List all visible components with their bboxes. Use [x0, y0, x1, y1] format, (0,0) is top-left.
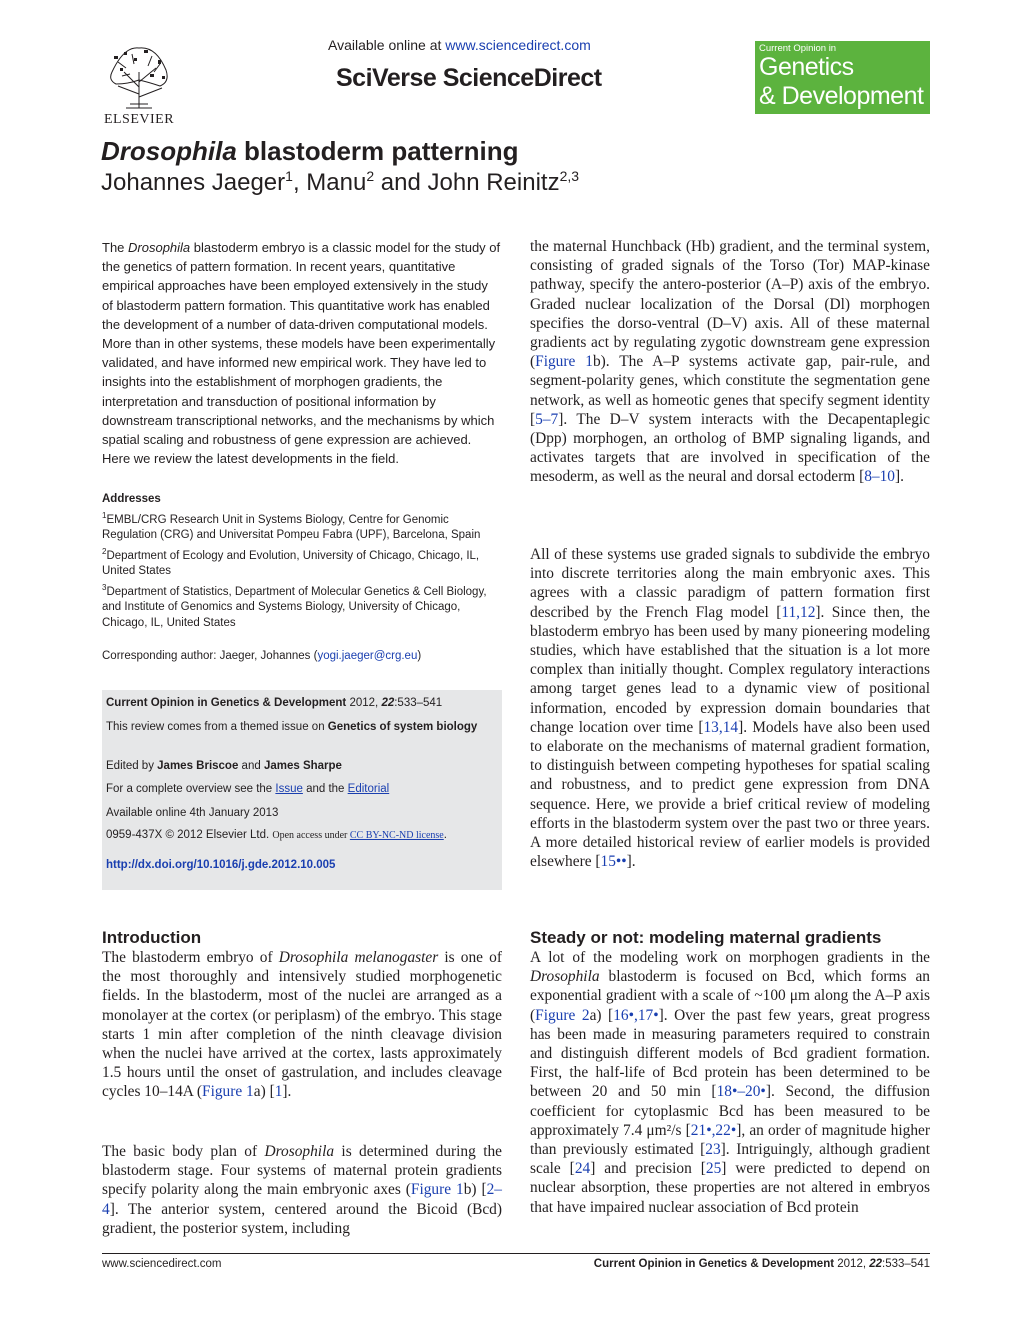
footer-divider [102, 1253, 930, 1254]
author-name: John Reinitz [427, 169, 560, 196]
address-item [102, 580, 502, 632]
reference-link[interactable]: 18•–20• [716, 1083, 766, 1101]
footer-pages: :533–541 [882, 1258, 930, 1270]
steady-gradients-heading: Steady or not: modeling maternal gradients [530, 928, 882, 947]
introduction-heading: Introduction [102, 928, 202, 947]
text-run: A lot of the modeling work on morphogen gradients in the [530, 949, 930, 966]
journal-citation [106, 696, 498, 712]
text-run: ]. Over the past few years, great progress has been made in measuring parameters required to constrain and distinguish different models of Bcd gradient formation. First, the half-life of Bcd protein has been determined to be between 20 and 50 min [ [530, 1006, 930, 1101]
figure-link[interactable]: Figure 1 [410, 1181, 464, 1199]
available-online-line [328, 37, 591, 53]
addresses-heading: Addresses [102, 493, 161, 505]
overview-line [106, 782, 498, 798]
title-rest: blastoderm patterning [236, 136, 519, 166]
email-link[interactable]: yogi.jaeger@crg.eu [317, 650, 418, 662]
journal-logo-box [755, 41, 930, 114]
text-run: a) [ [589, 1006, 614, 1024]
footer-journal: Current Opinion in Genetics & Development [593, 1258, 835, 1270]
platform-name: SciVerse ScienceDirect [336, 64, 602, 92]
journal-year: 2012, [346, 697, 382, 709]
intro-paragraph-2 [102, 1142, 502, 1238]
address-text: Department of Ecology and Evolution, University of Chicago, Chicago, IL, United States [102, 549, 480, 578]
journal-logo-top: Current Opinion in [759, 43, 837, 54]
corresponding-author [102, 650, 502, 662]
addresses [102, 492, 502, 631]
abstract-intro: The [102, 240, 129, 255]
text-run: is determined during the blastoderm stage. Four systems of maternal protein gradients specify polarity along the main embryonic axes ( [102, 1143, 502, 1199]
abstract-text: blastoderm embryo is a classic model for the study of the genetics of pattern formation. In recent years, quantitative empirical approaches have been employed extensively in the study of blastoderm pattern formation. This quantitative work has enabled the development of a number of data-driven computational models. More than in other systems, these models have been experimentally validated, and have informed new empirical work. They have led to insights into the establishment of morphogen gradients, the interpretation and transduction of positional information by downstream transcriptional networks, and the mechanisms by which spatial scaling and robustness of gene expression are achieved. Here we review the latest developments in the field. [102, 240, 501, 467]
elsevier-logo [98, 42, 180, 128]
address-item [102, 544, 502, 580]
article-title [101, 136, 519, 167]
address-num: 2 [102, 546, 107, 556]
footer-website[interactable]: www.sciencedirect.com [102, 1258, 222, 1270]
text-run: ], an order of magnitude higher than previously estimated [ [530, 1121, 930, 1159]
intro-paragraph-1 [102, 948, 502, 1102]
license-end: . [443, 829, 447, 841]
themed-title: Genetics of system biology [327, 721, 478, 733]
corresponding-prefix: Corresponding author: Jaeger, Johannes ( [102, 650, 318, 662]
author-separator: and [374, 169, 428, 196]
copyright-line [106, 828, 498, 844]
sciencedirect-link[interactable]: www.sciencedirect.com [445, 37, 591, 53]
title-italic: Drosophila [101, 136, 237, 166]
open-access-label: Open access under [272, 830, 350, 841]
overview-and: and the [302, 783, 348, 795]
text-run: ]. [626, 853, 636, 871]
text-run: is one of the most thoroughly and intensively studied morphogenetic fields. In the blastoderm, most of the nuclei are arranged as a monolayer at the cortex (or periplasm) of the embryo. This stage starts 1 min after completion of the ninth cleavage division when the nuclei have arrived at the cortex, lasts approximately 1.5 hours until the onset of gastrulation, and includes cleavage cycles 10–14A ( [102, 949, 502, 1101]
text-run: blastoderm is focused on Bcd, which forms an exponential gradient with a scale of ~100 μm along the A–P axis ( [530, 968, 930, 1024]
species-name: Drosophila [264, 1143, 335, 1160]
abstract-italic: Drosophila [128, 240, 191, 255]
themed-issue [106, 720, 498, 736]
reference-link[interactable]: 21•,22• [690, 1121, 737, 1139]
available-date: Available online 4th January 2013 [106, 807, 279, 819]
themed-prefix: This review comes from a themed issue on [106, 721, 328, 733]
journal-name: Current Opinion in Genetics & Development [106, 697, 347, 709]
reference-link[interactable]: 2–4 [102, 1181, 502, 1218]
text-run: ]. Second, the diffusion coefficient for cytoplasmic Bcd has been measured to be approximately 7.4 μm²/s [ [530, 1083, 930, 1139]
editor-name: James Briscoe [157, 760, 239, 772]
abstract [102, 238, 502, 468]
author-name: Johannes Jaeger [101, 169, 286, 196]
figure-link[interactable]: Figure 2 [535, 1006, 590, 1024]
journal-logo-line1: Genetics [759, 53, 854, 81]
doi-row [106, 858, 498, 874]
right-paragraph-3 [530, 948, 930, 1217]
text-run: ]. The D–V system interacts with the Decapentaplegic (Dpp) morphogen, an ortholog of BMP signaling ligands, and activates targets that are involved in specification of the mesoderm, as well as the neural and dorsal ectoderm [ [530, 410, 930, 486]
text-run: b) [ [463, 1181, 487, 1199]
text-run: the maternal Hunchback (Hb) gradient, and the terminal system, consisting of graded signals of the Torso (Tor) MAP-kinase pathway, specify the antero-posterior (A–P) axis of the embryo. Graded nuclear localization of the Dorsal (Dl) morphogen specifies the dorso-ventral (D–V) axis. All of these maternal gradients act by regulating zygotic downstream gene expression ( [530, 238, 930, 371]
reference-link[interactable]: 16•,17• [613, 1006, 659, 1024]
author-affiliation: 2,3 [559, 168, 580, 184]
footer-year: 2012, [834, 1258, 870, 1270]
text-run: ]. Models have also been used to elaborate on the mechanisms of maternal gradient formation, to distinguish between competing hypotheses for spatial scaling and robustness, and to predict gene expression from DNA sequence. Here, we provide a brief critical review of modeling efforts in the blastoderm system over the past two or three years. A more detailed historical review of earlier models is provided elsewhere [ [530, 718, 930, 871]
text-run: ]. The anterior system, centered around the Bicoid (Bcd) gradient, the posterior system, including [102, 1200, 502, 1237]
doi-link[interactable]: http://dx.doi.org/10.1016/j.gde.2012.10.005 [106, 859, 336, 871]
address-item [102, 508, 502, 544]
text-run: b). The A–P systems activate gap, pair-rule, and segment-polarity genes, which constitute the segmentation gene network, as well as homeotic genes that specify segment identity [ [530, 353, 930, 428]
elsevier-tree-icon [104, 42, 174, 110]
license-link[interactable]: CC BY-NC-ND license [349, 830, 444, 841]
right-paragraph-2 [530, 545, 930, 871]
journal-logo-line2: & Development [759, 82, 924, 110]
reference-link[interactable]: 13,14 [703, 718, 739, 736]
address-num: 1 [102, 510, 107, 520]
text-run: ]. Since then, the blastoderm embryo has been used by many pioneering modeling studies, which have established that the situation is a lot more complex than initially thought. Complex regulatory interactions among target genes lead to a dynamic view of positional information, encoded by expression domain boundaries that change location over time [ [530, 603, 930, 736]
species-name: Drosophila [530, 968, 600, 986]
elsevier-wordmark: ELSEVIER [103, 112, 175, 127]
author-name: Manu [306, 169, 367, 196]
reference-link[interactable]: 1 [274, 1083, 283, 1101]
author-affiliation: 1 [285, 168, 293, 184]
edited-prefix: Edited by [106, 760, 158, 772]
author-separator: , [292, 169, 307, 196]
species-name: Drosophila melanogaster [278, 949, 439, 966]
text-run: a) [ [253, 1083, 275, 1101]
figure-link[interactable]: Figure 1 [202, 1083, 254, 1101]
footer-volume: 22 [869, 1258, 883, 1270]
figure-link[interactable]: Figure 1 [535, 353, 593, 371]
author-list [101, 168, 579, 197]
text-run: The basic body plan of [102, 1143, 265, 1160]
overview-prefix: For a complete overview see the [106, 783, 276, 795]
journal-pages: :533–541 [394, 697, 443, 709]
reference-link[interactable]: 24 [574, 1160, 591, 1178]
edited-and: and [238, 760, 264, 772]
reference-link[interactable]: 15•• [600, 853, 627, 871]
reference-link[interactable]: 11,12 [781, 603, 816, 621]
editor-name: James Sharpe [263, 760, 342, 772]
available-prefix: Available online at [328, 37, 446, 53]
edited-by [106, 759, 498, 775]
text-run: ]. [282, 1083, 292, 1101]
address-text: Department of Statistics, Department of Molecular Genetics & Cell Biology, and Institute of Genomics and Systems Biology, University of Chicago, Chicago, IL, United States [102, 585, 487, 629]
article-info-box [102, 690, 502, 890]
text-run: All of these systems use graded signals to subdivide the embryo into discrete territories along the main embryonic axes. This agrees with a classic paradigm of pattern formation first described by the French Flag model [ [530, 546, 930, 621]
corresponding-suffix: ) [417, 650, 422, 662]
reference-link[interactable]: 5–7 [535, 410, 559, 428]
text-run: ] were predicted to depend on nuclear absorption, these properties are not altered in embryos that have impaired nuclear association of Bcd protein [530, 1160, 930, 1216]
text-run: ] and precision [ [590, 1160, 706, 1178]
journal-volume: 22 [381, 697, 395, 709]
text-run: The blastoderm embryo of [102, 949, 279, 966]
reference-link[interactable]: 8–10 [864, 468, 895, 486]
right-paragraph-1 [530, 237, 930, 487]
reference-link[interactable]: 25 [705, 1160, 722, 1178]
reference-link[interactable]: 23 [705, 1141, 721, 1159]
author-affiliation: 2 [366, 168, 375, 184]
editorial-link[interactable]: Editorial [347, 783, 390, 795]
issue-link[interactable]: Issue [275, 783, 303, 795]
address-num: 3 [102, 582, 107, 592]
issn-copyright: 0959-437X © 2012 Elsevier Ltd. [106, 829, 273, 841]
footer-citation [594, 1258, 930, 1270]
text-run: ]. Intriguingly, although gradient scale [ [530, 1141, 930, 1178]
address-text: EMBL/CRG Research Unit in Systems Biology, Centre for Genomic Regulation (CRG) and Universitat Pompeu Fabra (UPF), Barcelona, Spain [102, 513, 481, 542]
text-run: ]. [894, 468, 904, 486]
